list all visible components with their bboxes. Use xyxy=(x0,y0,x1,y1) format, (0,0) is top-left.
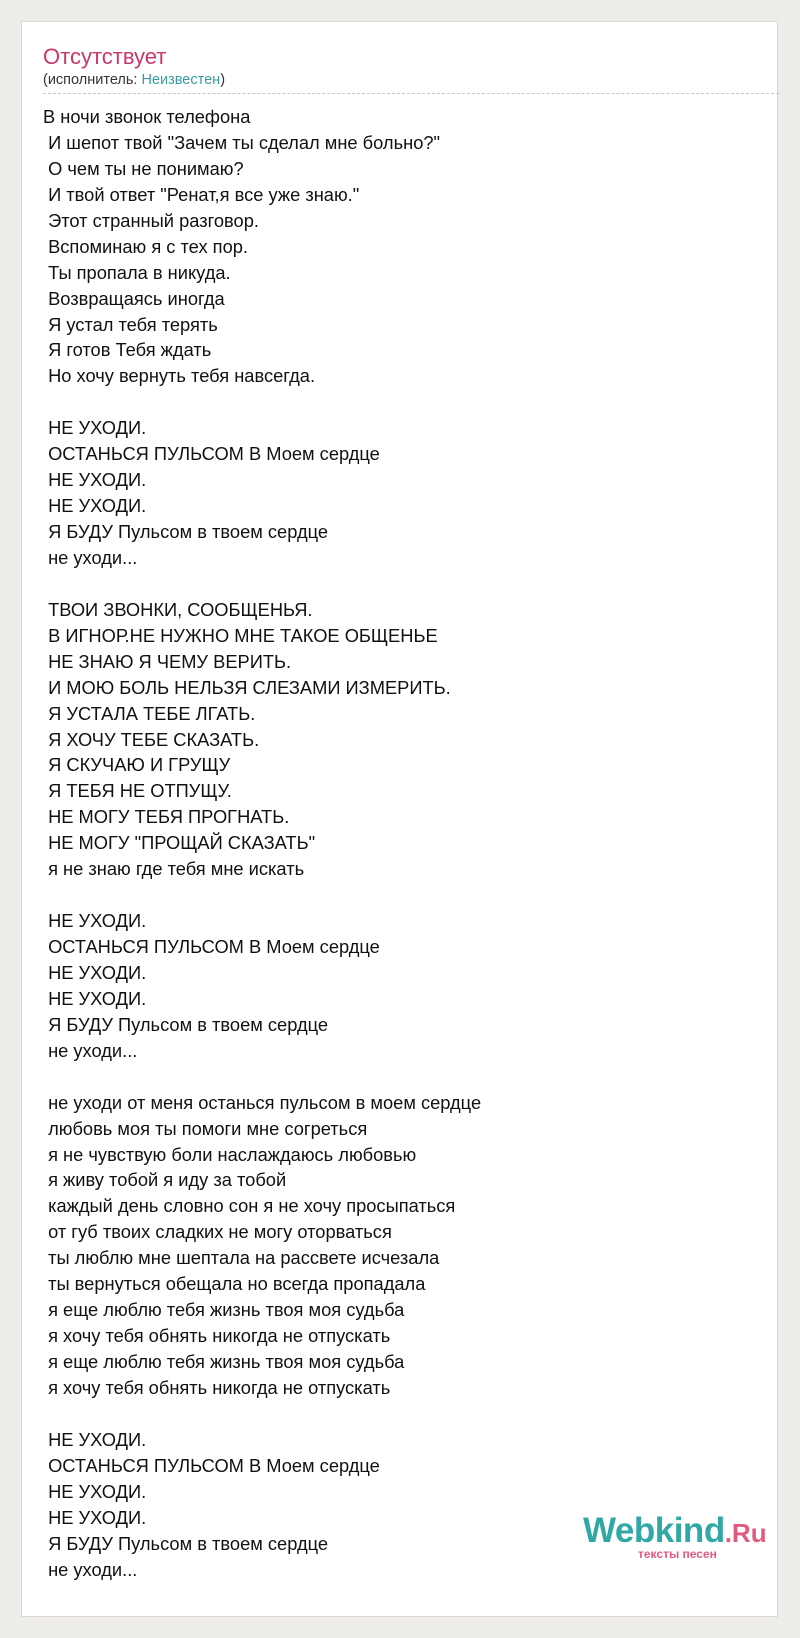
header-divider xyxy=(43,93,779,94)
lyric-line: Я БУДУ Пульсом в твоем сердце xyxy=(43,1013,329,1035)
logo-suffix: .Ru xyxy=(724,1518,767,1548)
lyric-line: не уходи... xyxy=(43,546,138,568)
lyric-line: ОСТАНЬСЯ ПУЛЬСОМ В Моем сердце xyxy=(43,936,380,957)
lyric-line: Вспоминаю я с тех пор. xyxy=(43,235,248,257)
lyric-line: Но хочу вернуть тебя навсегда. xyxy=(43,365,316,387)
lyric-line: Я УСТАЛА ТЕБЕ ЛГАТЬ. xyxy=(43,702,256,724)
lyric-line: я живу тобой я иду за тобой xyxy=(43,1169,287,1191)
lyrics-card xyxy=(21,21,778,1617)
lyric-line: я еще люблю тебя жизнь твоя моя судьба xyxy=(43,1299,405,1321)
lyric-line: НЕ УХОДИ. xyxy=(43,495,147,517)
lyric-line: я не знаю где тебя мне искать xyxy=(43,858,305,880)
lyric-line: ОСТАНЬСЯ ПУЛЬСОМ В Моем сердце xyxy=(43,443,380,465)
lyric-line: НЕ УХОДИ. xyxy=(43,1428,147,1450)
lyric-line: ТВОИ ЗВОНКИ, СООБЩЕНЬЯ. xyxy=(43,598,313,620)
artist-line xyxy=(43,71,225,89)
lyric-line: Ты пропала в никуда. xyxy=(43,261,231,283)
lyric-line: НЕ МОГУ "ПРОЩАЙ СКАЗАТЬ" xyxy=(43,832,316,854)
lyric-line: НЕ УХОДИ. xyxy=(43,469,147,491)
lyric-line: не уходи... xyxy=(43,1039,138,1061)
lyric-line: НЕ УХОДИ. xyxy=(43,987,147,1009)
lyric-line: Возвращаясь иногда xyxy=(43,287,225,309)
lyric-line: я хочу тебя обнять никогда не отпускать xyxy=(43,1376,391,1398)
lyric-line xyxy=(43,571,743,597)
lyric-line: В ночи звонок телефона xyxy=(43,106,251,127)
lyric-line: ты люблю мне шептала на рассвете исчезала xyxy=(43,1247,440,1269)
artist-suffix: ) xyxy=(220,72,226,88)
lyric-line xyxy=(43,1064,743,1090)
lyric-line: любовь моя ты помоги мне согреться xyxy=(43,1117,368,1139)
lyric-line: от губ твоих сладких не могу оторваться xyxy=(43,1221,392,1243)
artist-link[interactable]: Неизвестен xyxy=(141,72,221,88)
lyric-line: Я ТЕБЯ НЕ ОТПУЩУ. xyxy=(43,780,232,802)
lyric-line: НЕ МОГУ ТЕБЯ ПРОГНАТЬ. xyxy=(43,806,290,828)
webkind-logo xyxy=(583,1511,783,1563)
lyric-line: я хочу тебя обнять никогда не отпускать xyxy=(43,1325,391,1347)
logo-tagline: тексты песен xyxy=(638,1547,717,1561)
lyric-line: не уходи от меня останься пульсом в моем сердце xyxy=(43,1091,482,1113)
lyric-line: И шепот твой "Зачем ты сделал мне больно?" xyxy=(43,131,441,153)
lyrics-body xyxy=(43,104,743,1582)
lyric-line: каждый день словно сон я не хочу просыпаться xyxy=(43,1195,456,1217)
lyric-line: я еще люблю тебя жизнь твоя моя судьба xyxy=(43,1351,405,1372)
lyric-line: Я БУДУ Пульсом в твоем сердце xyxy=(43,1532,329,1554)
lyric-line: В ИГНОР.НЕ НУЖНО МНЕ ТАКОЕ ОБЩЕНЬЕ xyxy=(43,624,438,646)
lyric-line: НЕ УХОДИ. xyxy=(43,417,147,439)
lyric-line: Я БУДУ Пульсом в твоем сердце xyxy=(43,521,329,542)
lyric-line: я не чувствую боли наслаждаюсь любовью xyxy=(43,1143,417,1165)
lyric-line: НЕ УХОДИ. xyxy=(43,1506,147,1528)
lyric-line: Этот странный разговор. xyxy=(43,209,259,231)
lyric-line: НЕ УХОДИ. xyxy=(43,910,147,932)
lyric-line: ОСТАНЬСЯ ПУЛЬСОМ В Моем сердце xyxy=(43,1454,380,1476)
lyric-line: Я ХОЧУ ТЕБЕ СКАЗАТЬ. xyxy=(43,728,260,750)
lyric-line: Я устал тебя терять xyxy=(43,313,218,335)
lyric-line: И твой ответ "Ренат,я все уже знаю." xyxy=(43,183,360,205)
artist-prefix: (исполнитель: xyxy=(43,72,142,88)
lyric-line: И МОЮ БОЛЬ НЕЛЬЗЯ СЛЕЗАМИ ИЗМЕРИТЬ. xyxy=(43,676,451,698)
lyric-line: НЕ УХОДИ. xyxy=(43,961,147,983)
song-title: Отсутствует xyxy=(43,44,167,69)
lyric-line: О чем ты не понимаю? xyxy=(43,157,244,179)
lyric-line: НЕ УХОДИ. xyxy=(43,1480,147,1502)
lyric-line: НЕ ЗНАЮ Я ЧЕМУ ВЕРИТЬ. xyxy=(43,650,292,672)
lyric-line: не уходи... xyxy=(43,1558,138,1580)
lyric-line: ты вернуться обещала но всегда пропадала xyxy=(43,1273,426,1295)
lyric-line: Я готов Тебя ждать xyxy=(43,339,212,361)
logo-word: Webkind xyxy=(583,1511,725,1550)
lyric-line xyxy=(43,389,743,415)
lyric-line xyxy=(43,1401,743,1427)
lyric-line: Я СКУЧАЮ И ГРУЩУ xyxy=(43,754,231,776)
lyric-line xyxy=(43,882,743,908)
